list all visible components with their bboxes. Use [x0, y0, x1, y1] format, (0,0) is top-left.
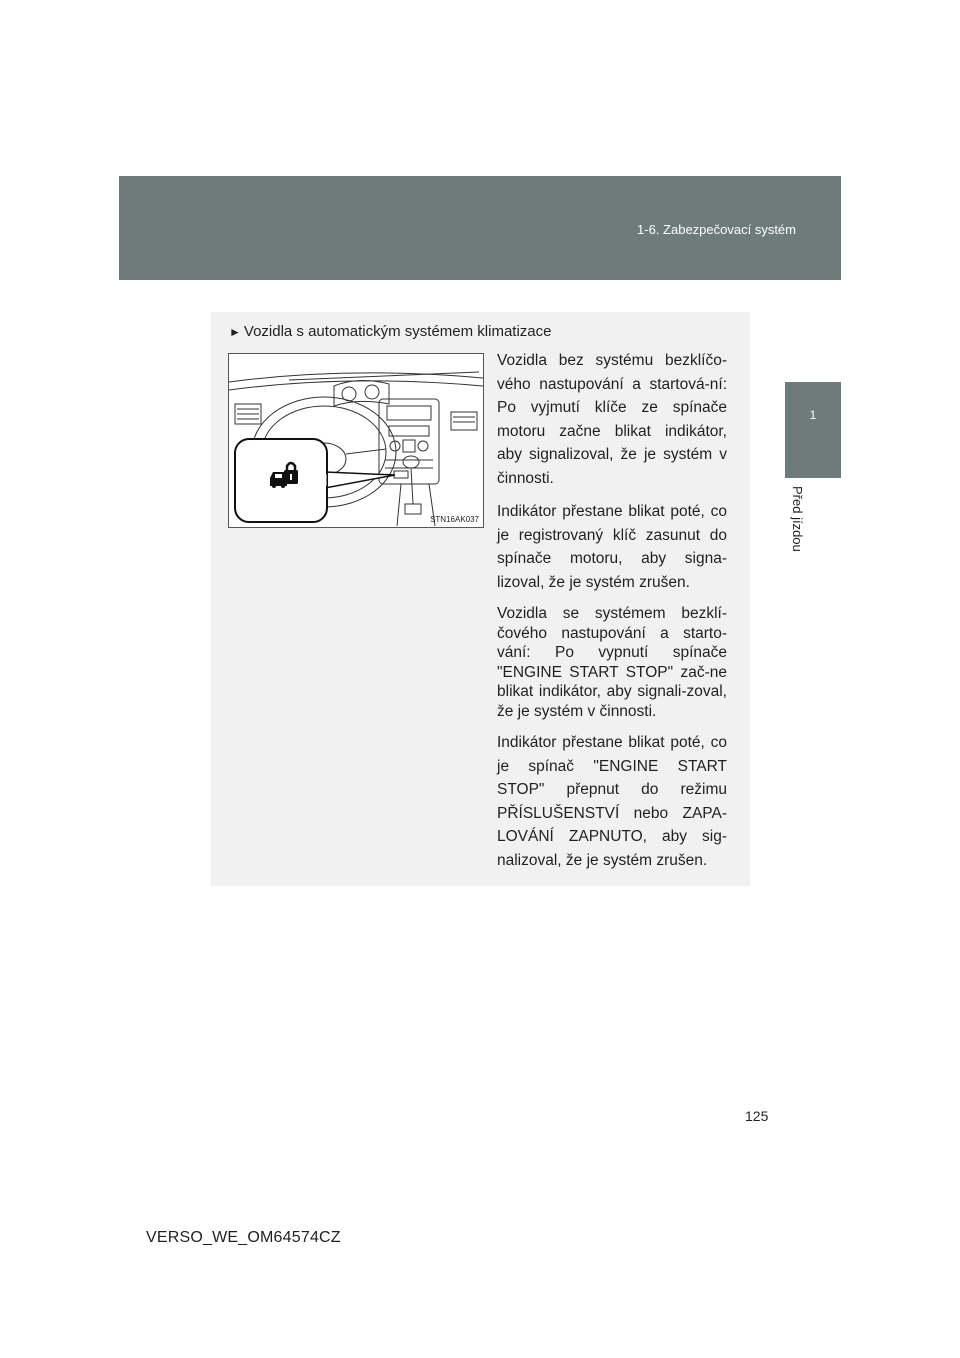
paragraph-2: Indikátor přestane blikat poté, co je registrovaný klíč zasunut do spínače motoru, aby signa-lizoval, že je systém zrušen.: [497, 503, 727, 591]
body-text: [497, 349, 727, 882]
content-box: [211, 312, 750, 886]
dashboard-drawing: [229, 354, 483, 527]
figure-code: STN16AK037: [430, 515, 479, 524]
paragraph-4: Indikátor přestane blikat poté, co je spínač "ENGINE START STOP" přepnut do režimu PŘÍSLUŠENSTVÍ nebo ZAPA-LOVÁNÍ ZAPNUTO, aby sig-nalizoval, že je systém zrušen.: [497, 734, 727, 869]
paragraph-1: Vozidla bez systému bezklíčo-vého nastupování a startová-ní: Po vyjmutí klíče ze spínače motoru začne blikat indikátor, aby signalizoval, že je systém v činnosti.: [497, 352, 727, 487]
header-band: [119, 176, 841, 280]
triangle-bullet-icon: ►: [229, 325, 241, 339]
page-number: 125: [745, 1108, 769, 1124]
heading-text: Vozidla s automatickým systémem klimatizace: [243, 323, 552, 340]
chapter-number: 1: [809, 408, 817, 422]
chapter-tab[interactable]: [785, 382, 841, 478]
paragraph-3: Vozidla se systémem bezklí-čového nastupování a starto-vání: Po vypnutí spínače "ENGINE START STOP" zač-ne blikat indikátor, aby signali-zoval, že je systém v činnosti.: [497, 605, 727, 720]
section-title: 1-6. Zabezpečovací systém: [637, 222, 796, 237]
section-heading: [229, 323, 552, 340]
chapter-label: Před jízdou: [790, 486, 805, 552]
dashboard-illustration: [228, 353, 484, 528]
document-code: VERSO_WE_OM64574CZ: [146, 1229, 341, 1246]
